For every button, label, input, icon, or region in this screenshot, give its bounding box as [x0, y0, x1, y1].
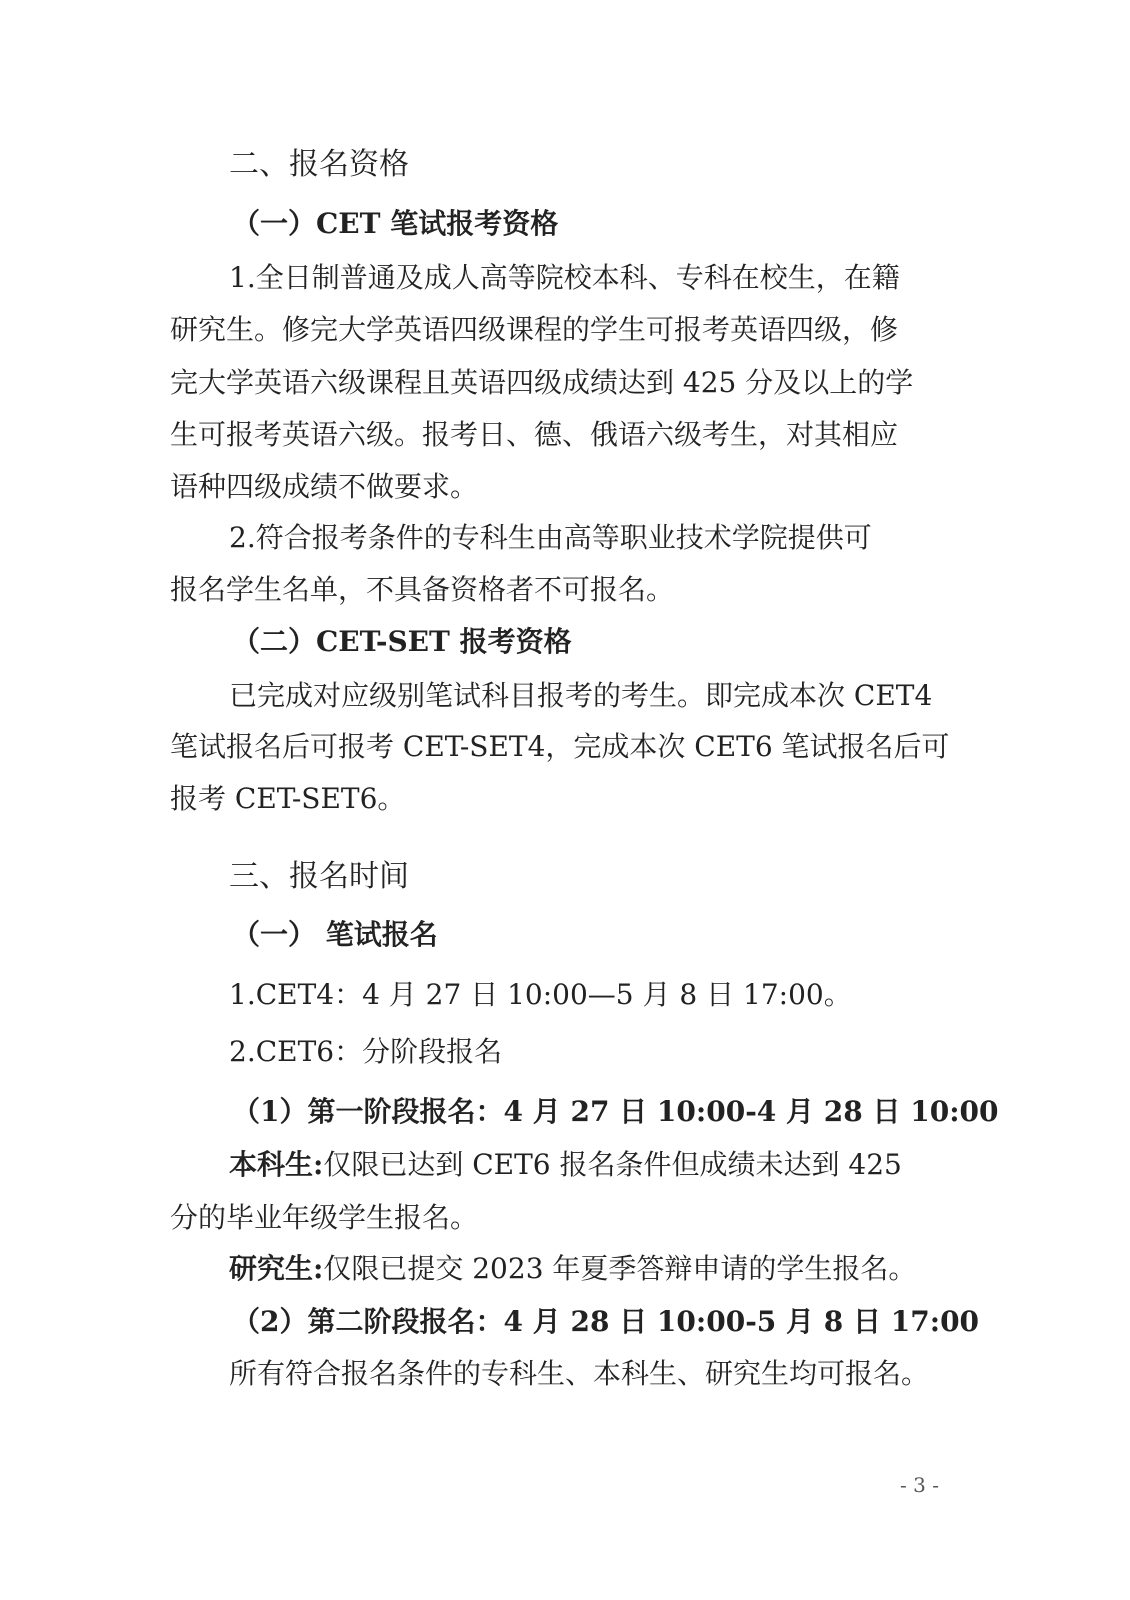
phase-2-heading: （2）第二阶段报名：4 月 28 日 10:00-5 月 8 日 17:00: [232, 1305, 980, 1338]
subsection-2-1-heading: （一）CET 笔试报考资格: [232, 207, 559, 240]
paragraph-3-line-3: 报考 CET-SET6。: [170, 782, 406, 815]
paragraph-1-line-2: 研究生。修完大学英语四级课程的学生可报考英语四级，修: [170, 313, 899, 346]
undergrad-label: 本科生:: [229, 1148, 324, 1181]
undergrad-line-2: 分的毕业年级学生报名。: [170, 1201, 479, 1234]
paragraph-3-line-1: 已完成对应级别笔试科目报考的考生。即完成本次 CET4: [229, 679, 933, 712]
paragraph-1-line-1: 1.全日制普通及成人高等院校本科、专科在校生，在籍: [229, 261, 900, 294]
paragraph-3-line-2: 笔试报名后可报考 CET-SET4，完成本次 CET6 笔试报名后可: [170, 730, 950, 763]
paragraph-2-line-2: 报名学生名单，不具备资格者不可报名。: [170, 573, 675, 606]
phase-1-heading: （1）第一阶段报名：4 月 27 日 10:00-4 月 28 日 10:00: [232, 1095, 999, 1128]
grad-line: [229, 1249, 916, 1289]
grad-text: 仅限已提交 2023 年夏季答辩申请的学生报名。: [323, 1252, 917, 1285]
paragraph-1-line-3: 完大学英语六级课程且英语四级成绩达到 425 分及以上的学: [170, 366, 914, 399]
undergrad-line-1: [229, 1145, 902, 1185]
page-number: - 3 -: [900, 1473, 939, 1497]
paragraph-1-line-5: 语种四级成绩不做要求。: [170, 470, 479, 503]
subsection-3-1-heading: （一） 笔试报名: [232, 918, 438, 951]
paragraph-2-line-1: 2.符合报考条件的专科生由高等职业技术学院提供可: [229, 521, 872, 554]
grad-label: 研究生:: [229, 1252, 324, 1285]
section-2-heading: 二、报名资格: [229, 147, 409, 182]
cet4-schedule-line: 1.CET4：4 月 27 日 10:00—5 月 8 日 17:00。: [229, 978, 852, 1011]
cet6-schedule-line: 2.CET6：分阶段报名: [229, 1035, 503, 1068]
undergrad-text: 仅限已达到 CET6 报名条件但成绩未达到 425: [323, 1148, 902, 1181]
phase-2-text: 所有符合报名条件的专科生、本科生、研究生均可报名。: [229, 1357, 930, 1390]
section-3-heading: 三、报名时间: [229, 859, 409, 894]
subsection-2-2-heading: （二）CET-SET 报考资格: [232, 625, 572, 658]
paragraph-1-line-4: 生可报考英语六级。报考日、德、俄语六级考生，对其相应: [170, 418, 899, 451]
